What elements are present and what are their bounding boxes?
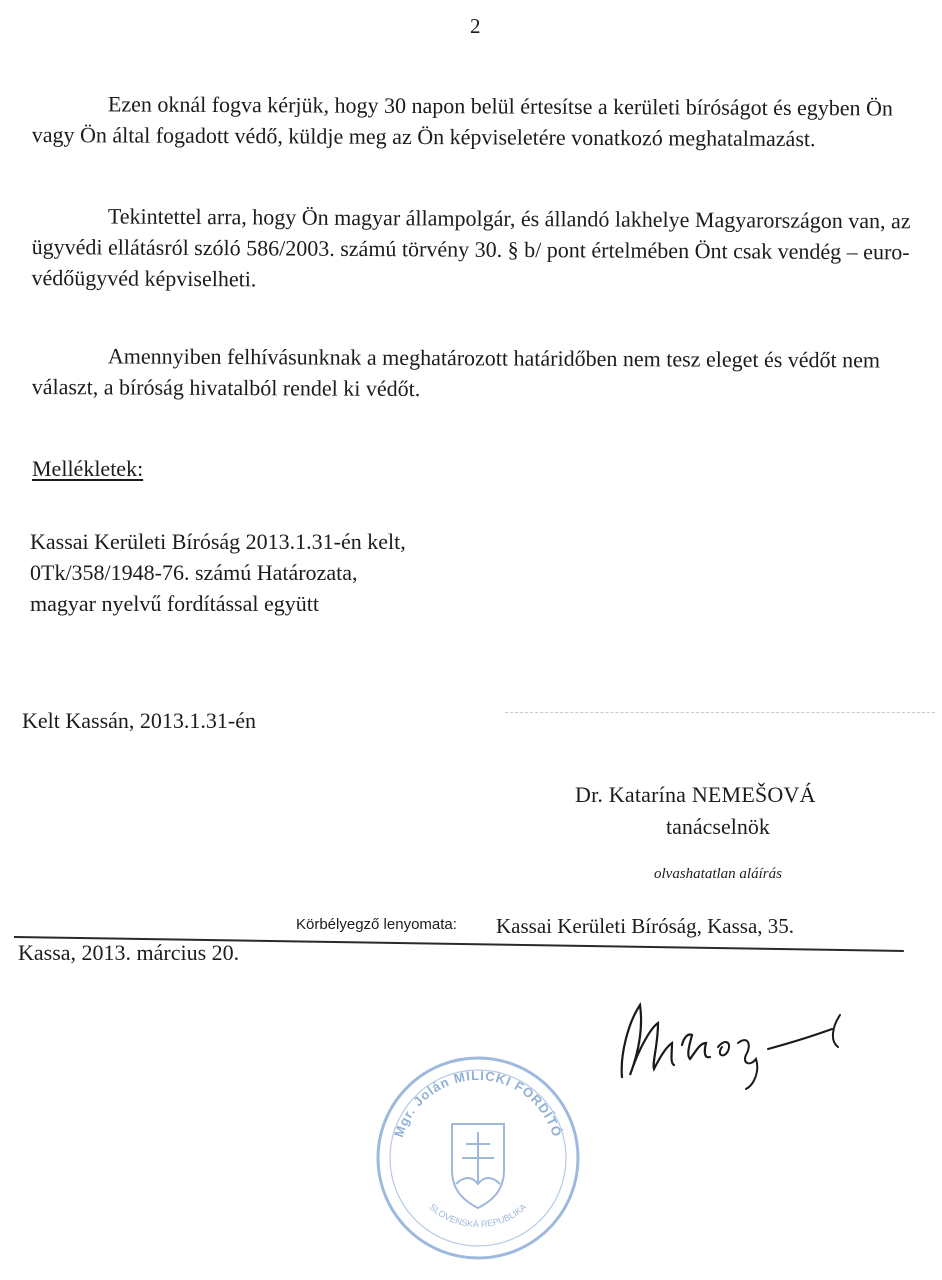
paragraph-notification-request: [32, 88, 916, 155]
attachments-list: [30, 526, 406, 619]
paragraph-court-appointment: [32, 340, 916, 407]
stamp-bottom-text: SLOVENSKÁ REPUBLIKA: [427, 1201, 529, 1230]
stamp-ring-text: Mgr. Jolán MILICKI FORDÍTÓ: [390, 1067, 566, 1140]
attachment-line: Kassai Kerületi Bíróság 2013.1.31-én kelt,: [30, 529, 406, 554]
signer-title: tanácselnök: [666, 814, 770, 839]
paragraph-text: Ezen oknál fogva kérjük, hogy 30 napon belül értesítse a kerületi bíróságot és egyben Ön vagy Ön által fogadott védő, küldje meg az Ön képviseletére vonatkozó meghatalmazást.: [31, 91, 894, 152]
paragraph-text: Tekintettel arra, hogy Ön magyar állampolgár, és állandó lakhelye Magyarországon van, az ügyvédi ellátásról szóló 586/2003. számú törvény 30. § b/ pont értelmében Önt csak vendég – euro-védőügyvéd képviselheti.: [31, 203, 911, 292]
stamp-impression-text: Kassai Kerületi Bíróság, Kassa, 35.: [496, 914, 795, 938]
illegible-signature-note: olvashatatlan aláírás: [654, 866, 782, 882]
attachment-line: magyar nyelvű fordítással együtt: [30, 591, 319, 616]
page-number: 2: [470, 14, 481, 38]
stamp-impression-label: Körbélyegző lenyomata:: [296, 916, 457, 933]
paragraph-text: Amennyiben felhívásunknak a meghatározott határidőben nem tesz eleget és védőt nem választ, a bíróság hivatalból rendel ki védőt.: [31, 343, 881, 402]
attachments-heading: Mellékletek:: [32, 456, 144, 481]
paragraph-legal-representation: [31, 200, 916, 298]
attachment-line: 0Tk/358/1948-76. számú Határozata,: [30, 560, 358, 585]
coat-of-arms-icon: [452, 1124, 504, 1208]
issue-place-date: Kelt Kassán, 2013.1.31-én: [22, 708, 257, 733]
handwritten-signature: [600, 985, 860, 1095]
faint-divider: [505, 712, 935, 713]
signer-name: Dr. Katarína NEMEŠOVÁ: [575, 782, 816, 807]
translator-round-stamp: [372, 1052, 584, 1264]
translation-date: Kassa, 2013. március 20.: [18, 940, 240, 965]
